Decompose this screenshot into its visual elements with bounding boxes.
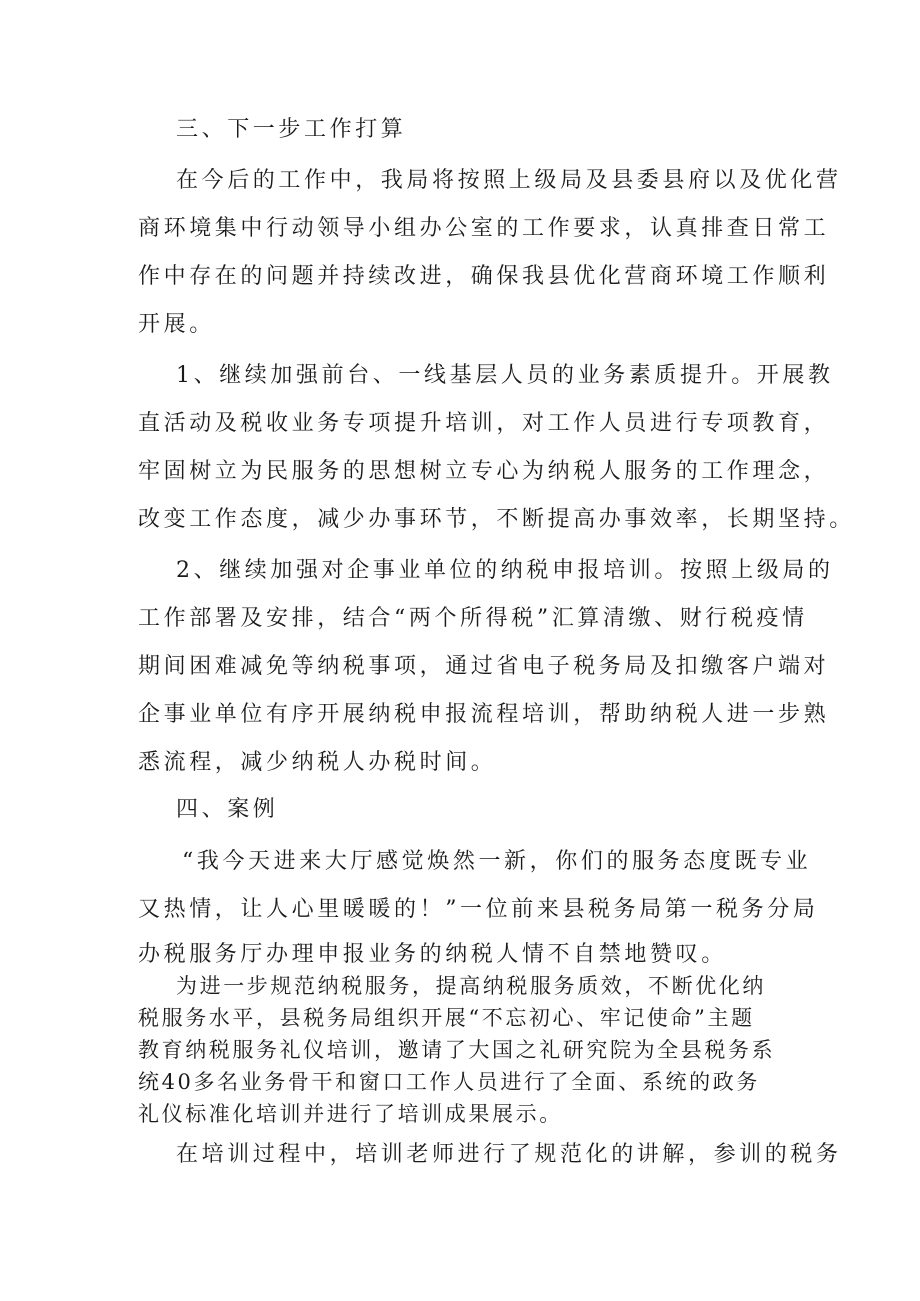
quote-line: 办税服务厅办理申报业务的纳税人情不自禁地赞叹。 <box>138 942 727 967</box>
paragraph-line: 开展。 <box>138 312 215 337</box>
list-item-2-line: 悉流程，减少纳税人办税时间。 <box>138 750 497 775</box>
paragraph-line: 作中存在的问题并持续改进，确保我县优化营商环境工作顺利 <box>138 264 830 289</box>
quote-line: “我今天进来大厅感觉焕然一新，你们的服务态度既专业 <box>182 849 812 874</box>
paragraph-line: 统40多名业务骨干和窗口工作人员进行了全面、系统的政务 <box>138 1070 760 1094</box>
section-heading-3: 三、下一步工作打算 <box>176 117 407 142</box>
paragraph-line: 在今后的工作中，我局将按照上级局及县委县府以及优化营 <box>176 168 842 193</box>
section-heading-4: 四、案例 <box>176 797 279 822</box>
list-item-2-line: 企事业单位有序开展纳税申报流程培训，帮助纳税人进一步熟 <box>138 702 830 727</box>
paragraph-line: 为进一步规范纳税服务，提高纳税服务质效，不断优化纳 <box>176 974 766 998</box>
paragraph-line: 商环境集中行动领导小组办公室的工作要求，认真排查日常工 <box>138 216 830 241</box>
list-item-2-line: 工作部署及安排，结合“两个所得税”汇算清缴、财行税疫情 <box>138 606 808 631</box>
paragraph-line: 教育纳税服务礼仪培训，邀请了大国之礼研究院为全县税务系 <box>138 1038 776 1062</box>
list-item-2-line: 期间困难减免等纳税事项，通过省电子税务局及扣缴客户端对 <box>138 654 830 679</box>
list-item-1-line: 牢固树立为民服务的思想树立专心为纳税人服务的工作理念， <box>138 459 830 484</box>
paragraph-line: 税服务水平，县税务局组织开展“不忘初心、牢记使命”主题 <box>138 1006 755 1030</box>
list-item-1-line: 1、继续加强前台、一线基层人员的业务素质提升。开展教 <box>176 363 834 388</box>
list-item-1-line: 直活动及税收业务专项提升培训，对工作人员进行专项教育， <box>138 411 830 436</box>
paragraph-line: 礼仪标准化培训并进行了培训成果展示。 <box>138 1102 563 1126</box>
paragraph-line: 在培训过程中，培训老师进行了规范化的讲解，参训的税务 <box>176 1142 842 1167</box>
quote-line: 又热情，让人心里暖暖的！”一位前来县税务局第一税务分局 <box>138 897 819 922</box>
list-item-1-line: 改变工作态度，减少办事环节，不断提高办事效率，长期坚持。 <box>138 507 855 532</box>
list-item-2-line: 2、继续加强对企事业单位的纳税申报培训。按照上级局的 <box>176 558 834 583</box>
